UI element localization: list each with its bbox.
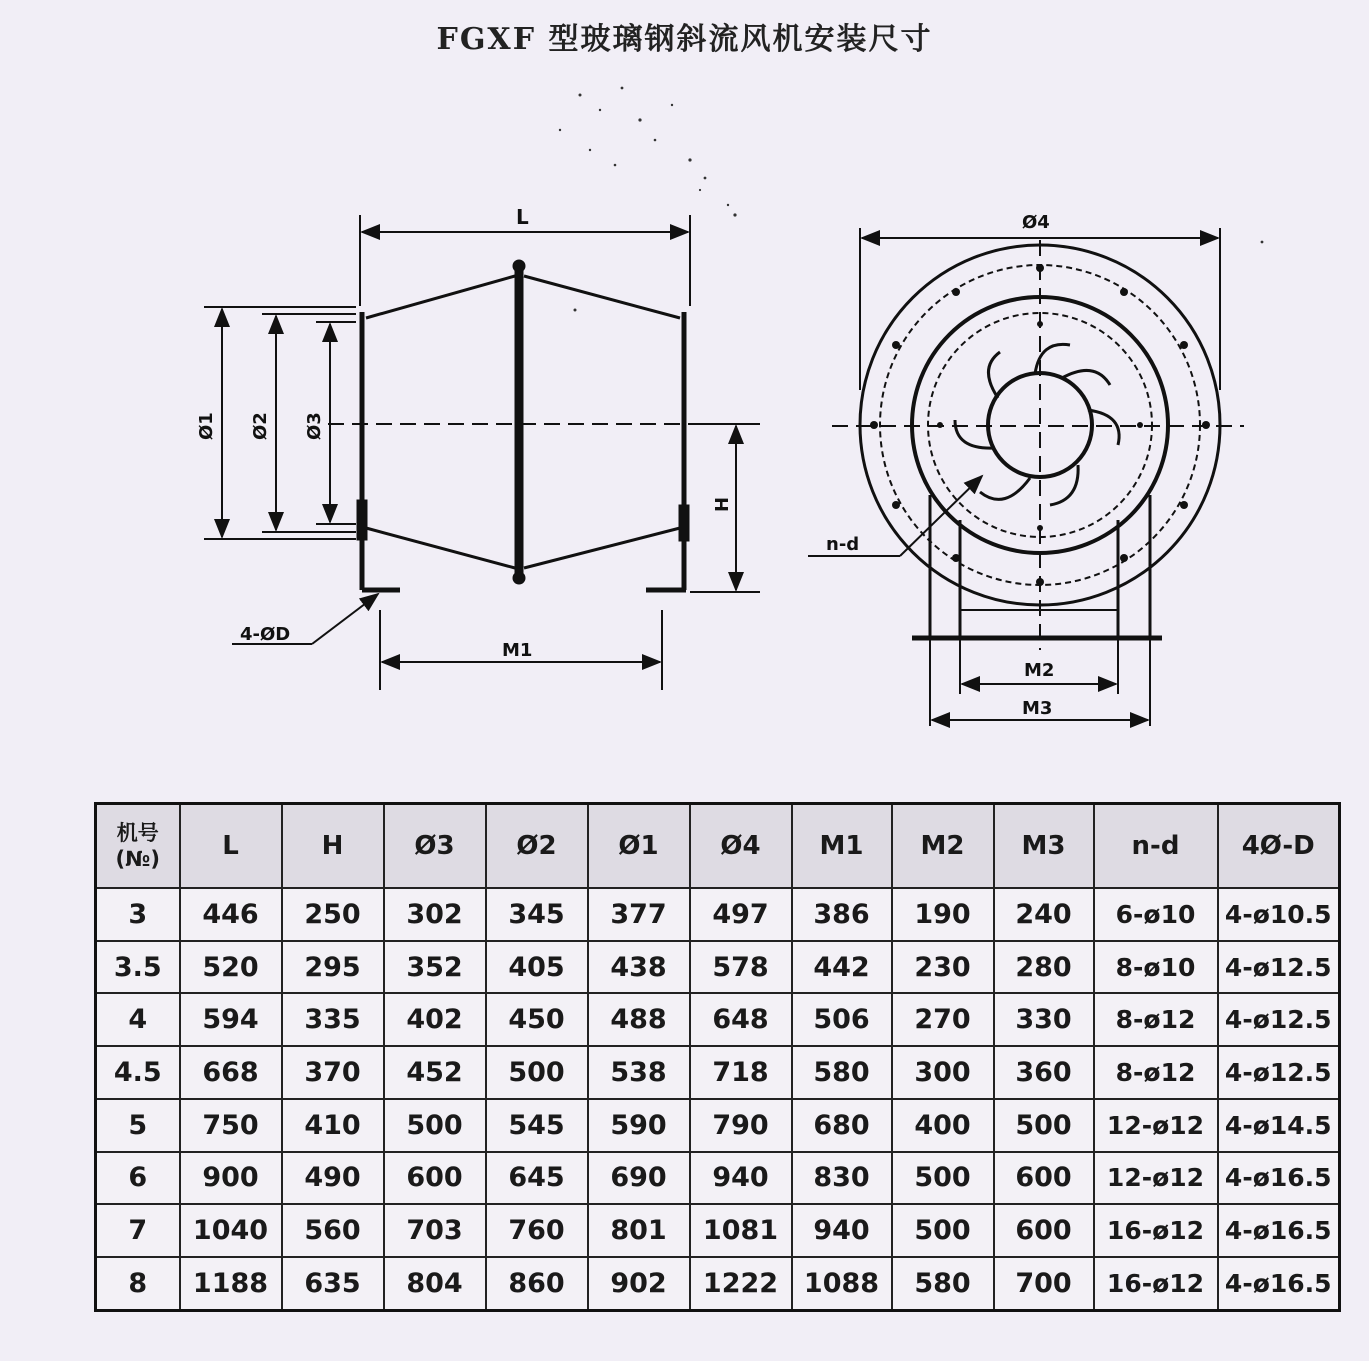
table-cell: 490 xyxy=(282,1152,384,1205)
table-cell: 506 xyxy=(792,993,892,1046)
table-cell: 804 xyxy=(384,1257,486,1311)
table-cell: 450 xyxy=(486,993,588,1046)
table-cell: 377 xyxy=(588,888,690,941)
table-cell: 335 xyxy=(282,993,384,1046)
table-cell: 645 xyxy=(486,1152,588,1205)
table-cell: 8-ø12 xyxy=(1094,993,1218,1046)
table-cell: 520 xyxy=(180,941,282,994)
table-row xyxy=(96,1152,1340,1205)
table-cell: 690 xyxy=(588,1152,690,1205)
table-cell: 538 xyxy=(588,1046,690,1099)
header-cell: Ø4 xyxy=(690,804,792,889)
table-cell: 446 xyxy=(180,888,282,941)
table-cell: 790 xyxy=(690,1099,792,1152)
table-cell: 902 xyxy=(588,1257,690,1311)
dim-M3-label: M3 xyxy=(1022,698,1053,719)
table-cell: 580 xyxy=(792,1046,892,1099)
table-cell: 940 xyxy=(690,1152,792,1205)
table-cell: 280 xyxy=(994,941,1094,994)
table-cell: 860 xyxy=(486,1257,588,1311)
table-cell: 594 xyxy=(180,993,282,1046)
table-cell: 295 xyxy=(282,941,384,994)
model-number-cell: 8 xyxy=(96,1257,180,1311)
table-cell: 8-ø12 xyxy=(1094,1046,1218,1099)
model-number-cell: 6 xyxy=(96,1152,180,1205)
table-row xyxy=(96,1257,1340,1311)
table-cell: 578 xyxy=(690,941,792,994)
table-cell: 250 xyxy=(282,888,384,941)
table-cell: 500 xyxy=(384,1099,486,1152)
dim-L-label: L xyxy=(516,205,529,229)
table-cell: 8-ø10 xyxy=(1094,941,1218,994)
table-cell: 580 xyxy=(892,1257,994,1311)
table-cell: 4-ø12.5 xyxy=(1218,1046,1340,1099)
table-cell: 600 xyxy=(994,1204,1094,1257)
table-cell: 442 xyxy=(792,941,892,994)
table-cell: 1088 xyxy=(792,1257,892,1311)
table-cell: 352 xyxy=(384,941,486,994)
table-header-row xyxy=(96,804,1340,889)
impeller-blades xyxy=(955,344,1119,505)
table-cell: 300 xyxy=(892,1046,994,1099)
table-cell: 718 xyxy=(690,1046,792,1099)
table-cell: 545 xyxy=(486,1099,588,1152)
table-cell: 590 xyxy=(588,1099,690,1152)
table-cell: 16-ø12 xyxy=(1094,1204,1218,1257)
table-cell: 1222 xyxy=(690,1257,792,1311)
table-row xyxy=(96,888,1340,941)
table-cell: 190 xyxy=(892,888,994,941)
table-cell: 635 xyxy=(282,1257,384,1311)
table-cell: 497 xyxy=(690,888,792,941)
header-cell: 4Ø-D xyxy=(1218,804,1340,889)
header-cell: L xyxy=(180,804,282,889)
header-cell: Ø2 xyxy=(486,804,588,889)
table-cell: 940 xyxy=(792,1204,892,1257)
table-cell: 500 xyxy=(892,1152,994,1205)
dim-d4-label: Ø4 xyxy=(1022,212,1050,233)
model-number-cell: 4 xyxy=(96,993,180,1046)
table-cell: 1188 xyxy=(180,1257,282,1311)
header-model-number: 机号 (№) xyxy=(96,804,180,889)
table-cell: 230 xyxy=(892,941,994,994)
table-cell: 4-ø16.5 xyxy=(1218,1257,1340,1311)
table-cell: 700 xyxy=(994,1257,1094,1311)
table-cell: 4-ø12.5 xyxy=(1218,941,1340,994)
model-number-cell: 3 xyxy=(96,888,180,941)
page-title: FGXF 型玻璃钢斜流风机安装尺寸 xyxy=(436,22,933,57)
table-cell: 560 xyxy=(282,1204,384,1257)
table-cell: 668 xyxy=(180,1046,282,1099)
side-view xyxy=(204,215,760,690)
table-row xyxy=(96,1204,1340,1257)
table-cell: 760 xyxy=(486,1204,588,1257)
table-cell: 600 xyxy=(384,1152,486,1205)
dim-M1-label: M1 xyxy=(502,640,533,661)
header-cell: Ø1 xyxy=(588,804,690,889)
table-cell: 500 xyxy=(892,1204,994,1257)
header-cell: M2 xyxy=(892,804,994,889)
table-cell: 488 xyxy=(588,993,690,1046)
table-cell: 402 xyxy=(384,993,486,1046)
scan-specks xyxy=(559,87,1264,312)
table-cell: 12-ø12 xyxy=(1094,1099,1218,1152)
model-number-cell: 5 xyxy=(96,1099,180,1152)
table-row xyxy=(96,993,1340,1046)
table-cell: 6-ø10 xyxy=(1094,888,1218,941)
model-number-cell: 4.5 xyxy=(96,1046,180,1099)
table-cell: 900 xyxy=(180,1152,282,1205)
table-cell: 4-ø16.5 xyxy=(1218,1204,1340,1257)
table-row xyxy=(96,941,1340,994)
table-cell: 500 xyxy=(486,1046,588,1099)
table-cell: 240 xyxy=(994,888,1094,941)
table-cell: 600 xyxy=(994,1152,1094,1205)
table-cell: 4-ø14.5 xyxy=(1218,1099,1340,1152)
dim-H-label: H xyxy=(712,496,733,512)
table-cell: 680 xyxy=(792,1099,892,1152)
table-row xyxy=(96,1046,1340,1099)
table-cell: 801 xyxy=(588,1204,690,1257)
dimension-table xyxy=(94,802,1341,1312)
table-cell: 750 xyxy=(180,1099,282,1152)
header-cell: H xyxy=(282,804,384,889)
header-cell: Ø3 xyxy=(384,804,486,889)
table-cell: 1081 xyxy=(690,1204,792,1257)
dim-nd-label: n-d xyxy=(826,534,860,555)
table-cell: 4-ø12.5 xyxy=(1218,993,1340,1046)
table-row xyxy=(96,1099,1340,1152)
model-number-cell: 7 xyxy=(96,1204,180,1257)
table-cell: 830 xyxy=(792,1152,892,1205)
table-cell: 302 xyxy=(384,888,486,941)
front-view xyxy=(808,228,1244,726)
dim-foot-label: 4-ØD xyxy=(240,624,291,645)
dim-M2-label: M2 xyxy=(1024,660,1055,681)
table-cell: 386 xyxy=(792,888,892,941)
model-number-cell: 3.5 xyxy=(96,941,180,994)
table-cell: 12-ø12 xyxy=(1094,1152,1218,1205)
header-cell: M3 xyxy=(994,804,1094,889)
table-cell: 400 xyxy=(892,1099,994,1152)
table-cell: 500 xyxy=(994,1099,1094,1152)
table-cell: 405 xyxy=(486,941,588,994)
table-cell: 4-ø10.5 xyxy=(1218,888,1340,941)
table-cell: 330 xyxy=(994,993,1094,1046)
header-cell: n-d xyxy=(1094,804,1218,889)
table-cell: 648 xyxy=(690,993,792,1046)
table-cell: 452 xyxy=(384,1046,486,1099)
dim-d3-label: Ø3 xyxy=(304,412,325,440)
table-cell: 16-ø12 xyxy=(1094,1257,1218,1311)
dim-d2-label: Ø2 xyxy=(250,412,271,440)
table-cell: 410 xyxy=(282,1099,384,1152)
table-cell: 270 xyxy=(892,993,994,1046)
table-cell: 370 xyxy=(282,1046,384,1099)
table-cell: 345 xyxy=(486,888,588,941)
table-cell: 703 xyxy=(384,1204,486,1257)
dim-d1-label: Ø1 xyxy=(196,412,217,440)
table-cell: 1040 xyxy=(180,1204,282,1257)
header-cell: M1 xyxy=(792,804,892,889)
table-cell: 360 xyxy=(994,1046,1094,1099)
table-cell: 4-ø16.5 xyxy=(1218,1152,1340,1205)
table-cell: 438 xyxy=(588,941,690,994)
